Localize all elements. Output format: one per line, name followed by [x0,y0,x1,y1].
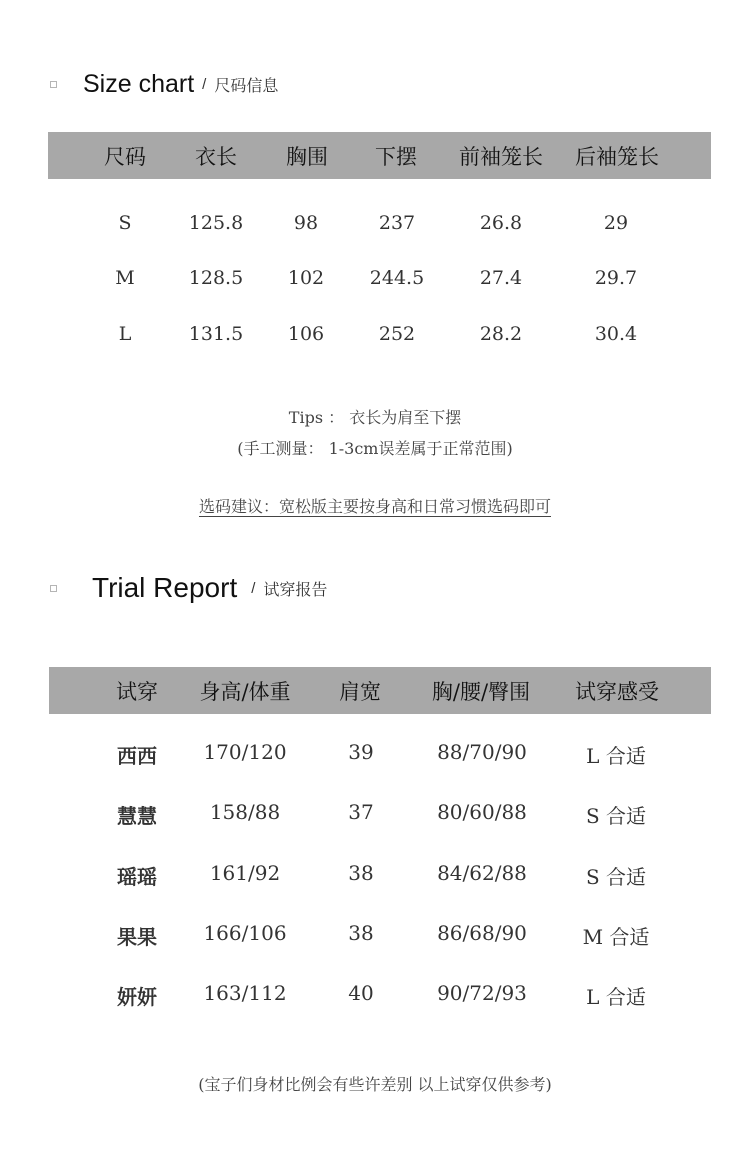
front-armhole-cell: 28.2 [479,323,523,345]
height-weight-cell: 170/120 [203,740,287,764]
size-cell: S [118,212,132,234]
header-back-armhole: 后袖笼长 [575,144,659,169]
hem-cell: 244.5 [369,267,425,289]
table-row [0,212,750,242]
back-armhole-cell: 29 [603,212,629,234]
trial-report-subtitle: 试穿报告 [263,579,328,599]
shoulder-cell: 37 [348,800,374,824]
hem-cell: 252 [378,323,416,345]
back-armhole-cell: 30.4 [594,323,638,345]
front-armhole-cell: 26.8 [479,212,523,234]
back-armhole-cell: 29.7 [594,267,638,289]
trial-disclaimer: (宝子们身材比例会有些许差别 以上试穿仅供参考) [198,1075,552,1094]
shoulder-cell: 40 [348,981,374,1005]
fit-cell: M 合适 [582,925,650,949]
tester-name: 西西 [117,744,157,768]
size-chart-title: Size chart [83,70,195,98]
header-measurements: 胸/腰/臀围 [431,679,531,704]
size-chart-subtitle: 尺码信息 [214,76,279,95]
table-row [0,981,750,1011]
header-tester: 试穿 [116,679,158,704]
chest-cell: 106 [287,323,325,345]
header-fit-feeling: 试穿感受 [575,679,659,704]
header-height-weight: 身高/体重 [199,679,291,704]
tester-name: 慧慧 [117,804,157,828]
table-row [0,267,750,297]
height-weight-cell: 161/92 [209,861,281,885]
size-advice-text: 选码建议：宽松版主要按身高和日常习惯选码即可 [198,497,551,516]
square-bullet-icon [50,81,57,88]
square-bullet-icon [50,585,57,592]
table-row [0,861,750,891]
title-separator: / [202,76,207,93]
fit-cell: L 合适 [586,744,646,768]
size-chart-heading [50,70,278,99]
table-row [0,740,750,770]
front-armhole-cell: 27.4 [479,267,523,289]
shoulder-cell: 38 [348,861,374,885]
length-cell: 125.8 [188,212,244,234]
header-hem: 下摆 [375,144,417,169]
fit-cell: L 合适 [586,985,646,1009]
hem-cell: 237 [378,212,416,234]
length-cell: 128.5 [188,267,244,289]
tester-name: 瑶瑶 [117,865,157,889]
trial-report-heading [50,572,327,604]
measurements-cell: 80/60/88 [437,800,527,824]
header-shoulder: 肩宽 [339,679,381,704]
fit-cell: S 合适 [585,804,647,828]
size-cell: L [118,323,132,345]
header-chest: 胸围 [286,144,328,169]
chest-cell: 98 [293,212,319,234]
tester-name: 果果 [117,925,157,949]
header-size: 尺码 [104,144,146,169]
trial-report-title: Trial Report [92,572,238,603]
trial-table-header [49,667,711,714]
tester-name: 妍妍 [117,985,157,1009]
fit-cell: S 合适 [585,865,647,889]
tips-line: Tips ： 衣长为肩至下摆 [288,408,462,427]
table-row [0,323,750,353]
measurements-cell: 90/72/93 [437,981,527,1005]
shoulder-cell: 38 [348,921,374,945]
header-length: 衣长 [195,144,237,169]
size-table-header [48,132,711,179]
table-row [0,921,750,951]
measurements-cell: 84/62/88 [437,861,527,885]
height-weight-cell: 163/112 [203,981,287,1005]
size-cell: M [115,267,135,289]
header-front-armhole: 前袖笼长 [459,144,543,169]
shoulder-cell: 39 [348,740,374,764]
height-weight-cell: 158/88 [209,800,281,824]
measurements-cell: 86/68/90 [437,921,527,945]
length-cell: 131.5 [188,323,244,345]
measurement-note: (手工测量： 1-3cm误差属于正常范围) [237,439,513,458]
chest-cell: 102 [287,267,325,289]
table-row [0,800,750,830]
size-advice [0,494,750,517]
title-separator: / [251,579,256,597]
measurements-cell: 88/70/90 [437,740,527,764]
height-weight-cell: 166/106 [203,921,287,945]
